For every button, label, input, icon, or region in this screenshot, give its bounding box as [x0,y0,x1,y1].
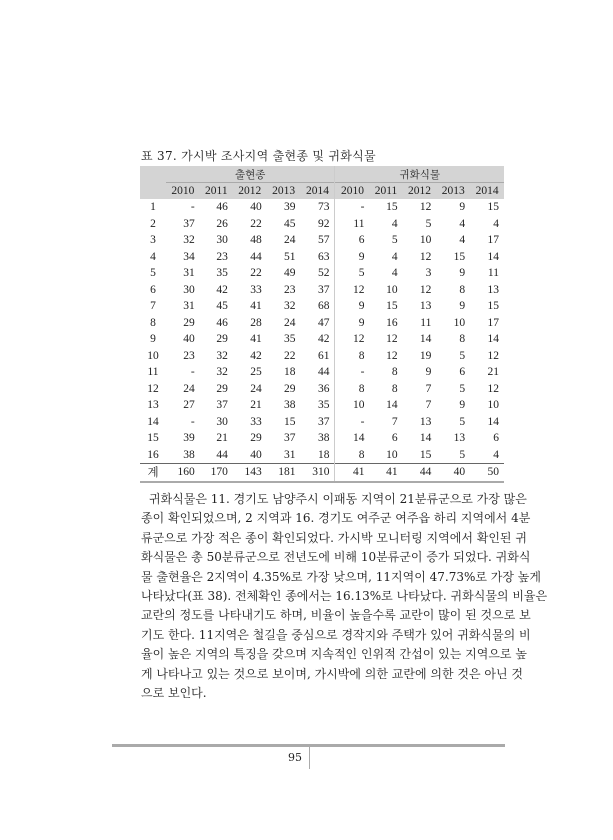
naturalized-count-cell: 12 [352,283,365,296]
naturalized-count-cell: 6 [459,366,466,379]
naturalized-count-cell: 13 [453,432,466,445]
naturalized-count-cell: 8 [358,382,365,395]
naturalized-count-cell: 4 [391,250,398,263]
species-count-cell: 44 [300,364,335,381]
species-count-cell: 27 [183,399,195,412]
species-count-cell: 21 [250,399,262,412]
table-row [140,447,504,464]
naturalized-count-cell: 44 [403,464,437,482]
naturalized-count-cell: 15 [419,448,432,461]
species-count-cell: 24 [283,316,296,329]
group-header-species: 출현종 [166,166,335,183]
year-header: 2010 [166,183,200,200]
naturalized-count-cell: - [360,415,365,428]
row-label: 15 [147,432,159,445]
species-count-cell: 30 [216,415,228,428]
species-count-cell: 24 [183,382,195,395]
row-label: 계 [140,464,166,482]
species-count-cell: 44 [250,250,262,263]
species-count-cell: 22 [250,217,262,230]
naturalized-count-cell: 12 [487,349,499,362]
naturalized-count-cell: 13 [419,300,432,313]
species-count-cell: 41 [250,300,262,313]
paragraph-line: 으로 보인다. [141,686,207,701]
paragraph-line: 교란의 정도를 나타내기도 하며, 비율이 높을수록 교란이 많이 된 것으로 보 [141,608,531,623]
species-count-cell: 33 [250,415,262,428]
table-row [140,232,504,249]
species-count-cell: 48 [250,234,262,247]
table-row [140,381,504,398]
species-count-cell: 23 [216,250,228,263]
species-count-cell: 38 [283,399,296,412]
naturalized-count-cell: 6 [493,432,499,445]
naturalized-count-cell: 4 [391,217,398,230]
paragraph-line: 화식물은 총 50분류군으로 전년도에 비해 10분류군이 증가 되었다. 귀화식 [141,550,531,565]
species-count-cell: 143 [233,464,267,482]
species-count-cell: 42 [250,349,262,362]
table-body [140,199,504,482]
page-number: 95 [288,751,302,764]
table-row [140,331,504,348]
row-label: 4 [150,250,156,263]
naturalized-count-cell: 5 [459,382,466,395]
naturalized-count-cell: 9 [459,300,466,313]
table-row [140,298,504,315]
year-header: 2010 [335,183,370,200]
row-label: 13 [147,399,159,412]
naturalized-count-cell: 5 [459,415,466,428]
species-count-cell: 38 [300,430,335,447]
species-count-cell: 38 [183,448,195,461]
naturalized-count-cell: 3 [425,267,432,280]
species-count-cell: 29 [216,382,228,395]
row-label: 16 [147,448,159,461]
corner-cell [140,166,166,183]
naturalized-count-cell: 14 [386,399,398,412]
species-count-cell: 22 [283,349,296,362]
naturalized-count-cell: 9 [358,316,365,329]
species-count-cell: 47 [300,315,335,332]
year-header: 2011 [200,183,233,200]
year-header-row [140,183,504,200]
species-count-cell: 30 [216,234,228,247]
paragraph-line: 나타났다(표 38). 전체확인 종에서는 16.13%로 나타났다. 귀화식물의 비율은 [141,589,548,604]
species-count-cell: 22 [250,267,262,280]
naturalized-count-cell: 8 [459,283,466,296]
species-count-cell: 37 [300,414,335,431]
naturalized-count-cell: 4 [459,217,466,230]
species-count-cell: 45 [283,217,296,230]
species-count-cell: 31 [283,448,296,461]
species-count-cell: 51 [283,250,296,263]
row-label: 8 [150,316,156,329]
naturalized-count-cell: 50 [470,464,504,482]
species-count-cell: 52 [300,265,335,282]
naturalized-count-cell: 9 [425,366,432,379]
species-count-cell: 24 [283,234,296,247]
species-count-cell: 23 [283,283,296,296]
species-count-cell: 63 [300,249,335,266]
naturalized-count-cell: 6 [358,234,365,247]
naturalized-count-cell: 14 [487,250,499,263]
species-count-cell: 29 [216,333,228,346]
naturalized-count-cell: 7 [391,415,398,428]
naturalized-count-cell: 4 [459,234,466,247]
group-header-row [140,166,504,183]
naturalized-count-cell: 17 [487,234,499,247]
year-header: 2012 [403,183,437,200]
footer-divider [309,747,310,769]
naturalized-count-cell: 14 [487,415,499,428]
species-count-cell: 40 [250,201,262,214]
species-count-cell: 34 [183,250,195,263]
species-count-cell: 37 [216,399,228,412]
species-count-cell: 23 [183,349,195,362]
row-label: 2 [150,217,156,230]
naturalized-count-cell: 12 [487,382,499,395]
group-header-naturalized: 귀화식물 [335,166,504,183]
species-count-cell: 40 [250,448,262,461]
species-count-cell: 36 [300,381,335,398]
table-row [140,397,504,414]
row-label: 11 [147,366,159,379]
naturalized-count-cell: 5 [358,267,365,280]
naturalized-count-cell: 10 [386,283,398,296]
species-count-cell: 15 [283,415,296,428]
species-count-cell: 57 [300,232,335,249]
naturalized-count-cell: 14 [419,333,432,346]
species-count-cell: 37 [300,282,335,299]
naturalized-count-cell: 10 [487,399,499,412]
naturalized-count-cell: 15 [386,201,398,214]
species-count-cell: 46 [216,316,228,329]
naturalized-count-cell: 8 [391,366,398,379]
naturalized-count-cell: 40 [436,464,470,482]
naturalized-count-cell: 14 [487,333,499,346]
species-count-cell: 181 [267,464,301,482]
species-count-cell: 18 [283,366,296,379]
naturalized-count-cell: 8 [391,382,398,395]
species-count-cell: 92 [300,216,335,233]
table-row [140,199,504,216]
species-count-cell: 18 [300,447,335,464]
year-header: 2013 [436,183,470,200]
table-row [140,364,504,381]
naturalized-count-cell: 12 [419,250,432,263]
species-count-cell: 35 [300,397,335,414]
naturalized-count-cell: 17 [487,316,499,329]
naturalized-count-cell: 15 [453,250,466,263]
naturalized-count-cell: 10 [419,234,432,247]
naturalized-count-cell: 41 [369,464,402,482]
species-count-cell: 68 [300,298,335,315]
species-count-cell: 39 [183,432,195,445]
naturalized-count-cell: 12 [386,349,398,362]
species-count-cell: 45 [216,300,228,313]
naturalized-count-cell: 5 [391,234,398,247]
paragraph-line: 류군으로 가장 적은 종이 확인되었다. 가시박 모니터링 지역에서 확인된 귀 [141,530,527,545]
species-count-cell: 32 [216,349,228,362]
naturalized-count-cell: 4 [493,448,499,461]
species-count-cell: 37 [183,217,195,230]
year-header: 2012 [233,183,267,200]
naturalized-count-cell: 9 [358,250,365,263]
row-label: 12 [147,382,159,395]
row-label: 7 [150,300,156,313]
naturalized-count-cell: 15 [386,300,398,313]
naturalized-count-cell: 12 [352,333,365,346]
table-row [140,216,504,233]
paragraph-line: 물 출현율은 2지역이 4.35%로 가장 낮으며, 11지역이 47.73%로 가장 높게 [141,569,541,584]
year-header: 2013 [267,183,301,200]
table-caption: 표 37. 가시박 조사지역 출현종 및 귀화식물 [141,149,376,163]
naturalized-count-cell: 11 [353,217,365,230]
species-count-cell: 73 [300,199,335,216]
naturalized-count-cell: 7 [425,382,432,395]
table-row [140,414,504,431]
naturalized-count-cell: 4 [391,267,398,280]
body-paragraph [141,490,548,703]
year-header: 2014 [300,183,335,200]
naturalized-count-cell: 8 [358,448,365,461]
species-count-cell: 44 [216,448,228,461]
species-count-cell: 41 [250,333,262,346]
naturalized-count-cell: 12 [419,283,432,296]
naturalized-count-cell: 8 [459,333,466,346]
species-count-cell: 32 [216,366,228,379]
species-count-cell: 30 [183,283,195,296]
row-label: 3 [150,234,156,247]
species-count-cell: 21 [216,432,228,445]
species-count-cell: 33 [250,283,262,296]
total-row [140,464,504,482]
naturalized-count-cell: - [360,201,365,214]
naturalized-count-cell: 9 [459,267,466,280]
species-count-cell: 29 [250,432,262,445]
table-row [140,348,504,365]
row-label: 6 [150,283,156,296]
species-count-cell: - [190,201,195,214]
species-count-cell: 49 [283,267,296,280]
naturalized-count-cell: 9 [358,300,365,313]
naturalized-count-cell: 19 [419,349,432,362]
species-count-cell: - [190,415,195,428]
species-count-cell: 42 [216,283,228,296]
table-row [140,430,504,447]
naturalized-count-cell: 11 [487,267,499,280]
table-row [140,249,504,266]
naturalized-count-cell: 14 [352,432,365,445]
naturalized-count-cell: 13 [487,283,499,296]
species-count-cell: 46 [216,201,228,214]
paragraph-line: 게 나타나고 있는 것으로 보이며, 가시박에 의한 교란에 의한 것은 아닌 것 [141,666,523,681]
species-count-cell: 39 [283,201,296,214]
naturalized-count-cell: 15 [487,300,499,313]
species-count-cell: 160 [166,464,200,482]
species-count-cell: 37 [283,432,296,445]
naturalized-count-cell: 6 [391,432,398,445]
table-row [140,282,504,299]
year-header: 2014 [470,183,504,200]
species-count-cell: 26 [216,217,228,230]
naturalized-count-cell: 10 [352,399,365,412]
naturalized-count-cell: 11 [420,316,432,329]
naturalized-count-cell: 21 [487,366,499,379]
naturalized-count-cell: 5 [459,349,466,362]
naturalized-count-cell: 10 [453,316,466,329]
species-count-cell: 170 [200,464,233,482]
naturalized-count-cell: 9 [459,201,466,214]
row-label: 14 [147,415,159,428]
paragraph-line: 기도 한다. 11지역은 철길을 중심으로 경작지와 주택가 있어 귀화식물의 비 [141,627,531,642]
species-count-cell: 42 [300,331,335,348]
species-count-cell: 310 [300,464,335,482]
naturalized-count-cell: 8 [358,349,365,362]
row-label: 9 [150,333,156,346]
species-count-cell: 40 [183,333,195,346]
naturalized-count-cell: 12 [419,201,432,214]
species-count-cell: 32 [283,300,296,313]
table-row [140,265,504,282]
naturalized-count-cell: 13 [419,415,432,428]
species-count-cell: - [190,366,195,379]
naturalized-count-cell: 9 [459,399,466,412]
naturalized-count-cell: 10 [386,448,398,461]
species-count-cell: 32 [183,234,195,247]
species-table [140,166,504,483]
paragraph-line: 귀화식물은 11. 경기도 남양주시 이패동 지역이 21분류군으로 가장 많은 [149,492,527,506]
row-label: 5 [150,267,156,280]
species-count-cell: 28 [250,316,262,329]
naturalized-count-cell: - [360,366,365,379]
year-header: 2011 [369,183,402,200]
row-label: 10 [147,349,159,362]
naturalized-count-cell: 14 [419,432,432,445]
species-count-cell: 61 [300,348,335,365]
species-count-cell: 31 [183,300,195,313]
species-count-cell: 25 [250,366,262,379]
row-label: 1 [150,201,156,214]
naturalized-count-cell: 15 [487,201,499,214]
paragraph-line: 종이 확인되었으며, 2 지역과 16. 경기도 여주군 여주읍 하리 지역에서 4분 [141,511,531,526]
naturalized-count-cell: 4 [493,217,499,230]
paragraph-line: 율이 높은 지역의 특징을 갖으며 지속적인 인위적 간섭이 있는 지역으로 높 [141,647,527,662]
table-row [140,315,504,332]
species-count-cell: 35 [283,333,296,346]
naturalized-count-cell: 7 [425,399,432,412]
naturalized-count-cell: 12 [386,333,398,346]
species-count-cell: 29 [183,316,195,329]
species-count-cell: 31 [183,267,195,280]
naturalized-count-cell: 41 [335,464,370,482]
species-count-cell: 29 [283,382,296,395]
naturalized-count-cell: 5 [459,448,466,461]
species-count-cell: 35 [216,267,228,280]
naturalized-count-cell: 16 [386,316,398,329]
corner-cell [140,183,166,200]
species-count-cell: 24 [250,382,262,395]
naturalized-count-cell: 5 [425,217,432,230]
